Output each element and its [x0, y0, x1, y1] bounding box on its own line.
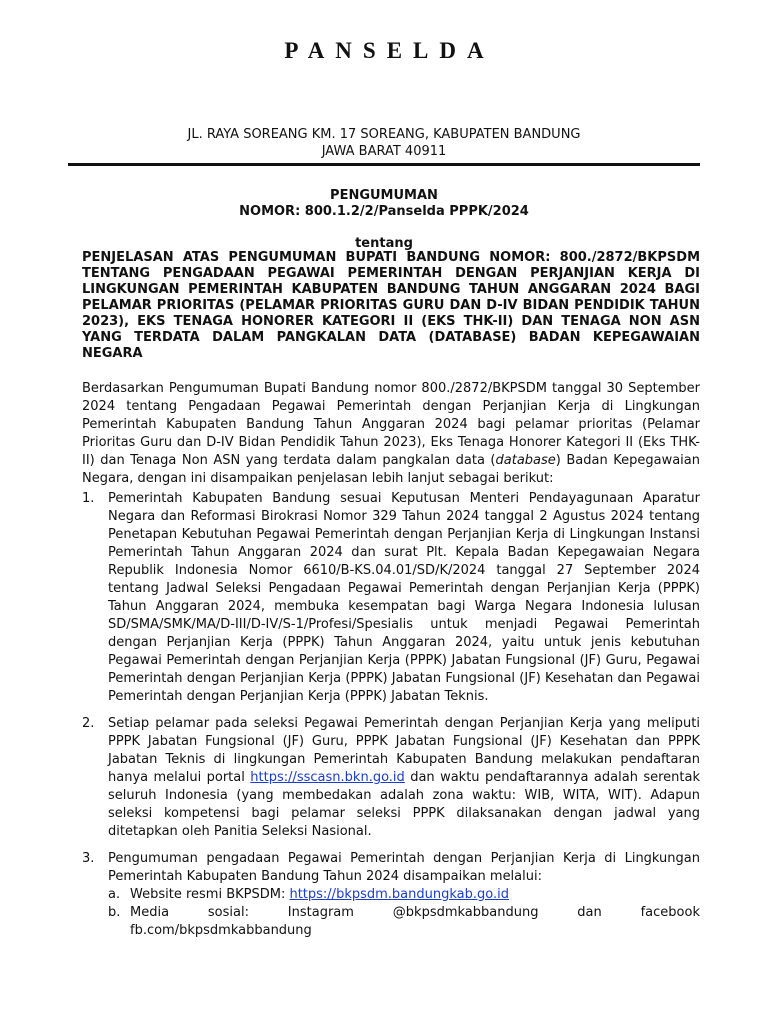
intro-paragraph [82, 380, 700, 488]
list-item-text-before: Setiap pelamar pada seleksi Pegawai Pemerintah dengan Perjanjian Kerja yang meliputi PPPK Jabatan Fungsional (JF) Guru, PPPK Jabatan Fungsional (JF) Kesehatan dan PPPK Jabatan Teknis di lingkungan Pemerintah Kabupaten Bandung melakukan pendaftaran hanya melalui portal [108, 716, 700, 785]
sub-item-website [108, 886, 700, 904]
sub-item-label: b. [108, 905, 121, 920]
intro-italic-term: database [495, 453, 556, 468]
announcement-tentang: tentang [355, 236, 413, 251]
list-item-text [108, 715, 700, 841]
sub-item-social-media [108, 904, 700, 940]
announcement-title: PENGUMUMAN [330, 188, 438, 203]
sub-item-label: a. [108, 887, 121, 902]
list-item [82, 850, 700, 940]
list-item-text: Pemerintah Kabupaten Bandung sesuai Keputusan Menteri Pendayagunaan Aparatur Negara dan Reformasi Birokrasi Nomor 329 Tahun 2024 tanggal 2 Agustus 2024 tentang Penetapan Kebutuhan Pegawai Pemerintah dengan Perjanjian Kerja di Lingkungan Instansi Pemerintah Tahun Anggaran 2024 dan surat Plt. Kepala Badan Kepegawaian Negara Republik Indonesia Nomor 6610/B-KS.04.01/SD/K/2024 tanggal 27 September 2024 tentang Jadwal Seleksi Pengadaan Pegawai Pemerintah dengan Perjanjian Kerja (PPPK) Tahun Anggaran 2024, membuka kesempatan bagi Warga Negara Indonesia lulusan SD/SMA/SMK/MA/D-III/D-IV/S-1/Profesi/Spesialis untuk menjadi Pegawai Pemerintah dengan Perjanjian Kerja (PPPK) Tahun Anggaran 2024, yaitu untuk jenis kebutuhan Pegawai Pemerintah dengan Perjanjian Kerja (PPPK) Jabatan Fungsional (JF) Guru, Pegawai Pemerintah dengan Perjanjian Kerja (PPPK) Jabatan Fungsional (JF) Kesehatan dan Pegawai Pemerintah dengan Perjanjian Kerja (PPPK) Jabatan Teknis. [108, 491, 700, 704]
intro-text-before: Berdasarkan Pengumuman Bupati Bandung nomor 800./2872/BKPSDM tanggal 30 September 2024 tentang Pengadaan Pegawai Pemerintah dengan Perjanjian Kerja di Lingkungan Pemerintah Kabupaten Bandung Tahun Anggaran 2024 bagi pelamar prioritas (Pelamar Prioritas Guru dan D-IV Bidan Pendidik Tahun 2023), Eks Tenaga Honorer Kategori II (Eks THK-II) dan Tenaga Non ASN yang terdata dalam pangkalan data ( [82, 381, 700, 468]
list-item-text-after: dan waktu pendaftarannya adalah serentak seluruh Indonesia (yang membedakan adalah zona waktu: WIB, WITA, WIT). Adapun seleksi kompetensi bagi pelamar seleksi PPPK dilaksanakan dengan jadwal yang ditetapkan oleh Panitia Seleksi Nasional. [108, 770, 700, 839]
letterhead-divider [68, 163, 700, 166]
sub-item-social-line1: Media sosial: Instagram @bkpsdmkabbandung dan facebook [130, 905, 700, 920]
bkpsdm-website-link[interactable]: https://bkpsdm.bandungkab.go.id [289, 887, 509, 902]
sub-item-social-line2: fb.com/bkpsdmkabbandung [130, 923, 312, 938]
sub-item-website-label: Website resmi BKPSDM: [130, 887, 290, 902]
letterhead-address-line1: JL. RAYA SOREANG KM. 17 SOREANG, KABUPATEN BANDUNG [187, 127, 581, 142]
sub-item-text [130, 886, 700, 904]
list-item-content [108, 850, 700, 940]
letterhead-address-line2: JAWA BARAT 40911 [321, 144, 447, 159]
numbered-list [82, 490, 700, 949]
list-item-number: 2. [82, 716, 95, 731]
intro-text-after: ) Badan Kepegawaian Negara, dengan ini disampaikan penjelasan lebih lanjut sebagai berikut: [82, 453, 700, 486]
list-item-text: Pengumuman pengadaan Pegawai Pemerintah dengan Perjanjian Kerja di Lingkungan Pemerintah Kabupaten Bandung Tahun 2024 disampaikan melalui: [108, 851, 700, 884]
letterhead-title: PANSELDA [284, 38, 495, 63]
sscasn-portal-link[interactable]: https://sscasn.bkn.go.id [250, 770, 405, 785]
list-item-number: 1. [82, 491, 95, 506]
announcement-number: NOMOR: 800.1.2/2/Panselda PPPK/2024 [239, 204, 529, 219]
announcement-subject: PENJELASAN ATAS PENGUMUMAN BUPATI BANDUNG NOMOR: 800./2872/BKPSDM TENTANG PENGADAAN PEGAWAI PEMERINTAH DENGAN PERJANJIAN KERJA DI LINGKUNGAN PEMERINTAH KABUPATEN BANDUNG TAHUN ANGGARAN 2024 BAGI PELAMAR PRIORITAS (PELAMAR PRIORITAS GURU DAN D-IV BIDAN PENDIDIK TAHUN 2023), EKS TENAGA HONORER KATEGORI II (EKS THK-II) DAN TENAGA NON ASN YANG TERDATA DALAM PANGKALAN DATA (DATABASE) BADAN KEPEGAWAIAN NEGARA [82, 250, 700, 361]
list-item [82, 715, 700, 841]
list-item [82, 490, 700, 706]
list-item-number: 3. [82, 851, 95, 866]
sub-item-text [130, 904, 700, 940]
